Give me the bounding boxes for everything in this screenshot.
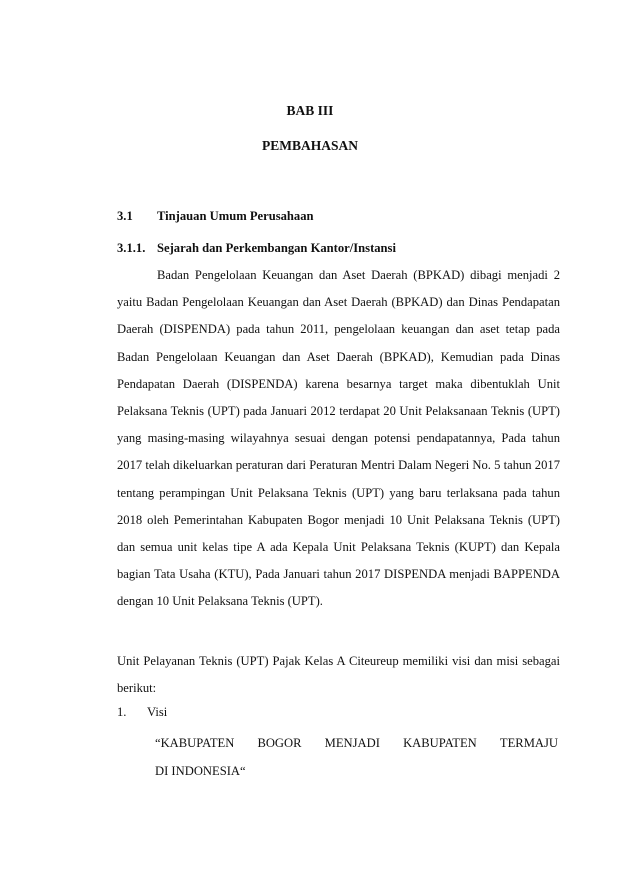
list-item-number: 1. [117, 705, 127, 719]
section-title: Tinjauan Umum Perusahaan [157, 209, 314, 223]
visi-word: MENJADI [324, 736, 380, 750]
list-item [117, 705, 167, 720]
body-paragraph-2: Unit Pelayanan Teknis (UPT) Pajak Kelas A Citeureup memiliki visi dan misi sebagai berikut: [117, 654, 560, 696]
chapter-number: BAB III [286, 103, 334, 118]
subsection-heading [117, 241, 396, 256]
subsection-title: Sejarah dan Perkembangan Kantor/Instansi [157, 241, 396, 255]
visi-word: “KABUPATEN [155, 736, 235, 750]
visi-word: TERMAJU [499, 736, 558, 750]
section-heading [117, 209, 314, 224]
visi-line-2: DI INDONESIA“ [155, 763, 246, 778]
section-number: 3.1 [117, 209, 133, 223]
subsection-number: 3.1.1. [117, 241, 146, 255]
chapter-title: PEMBAHASAN [261, 138, 358, 153]
paragraph-text: Badan Pengelolaan Keuangan dan Aset Daerah (BPKAD) dibagi menjadi 2 yaitu Badan Pengelolaan Keuangan dan Aset Daerah (BPKAD) dan Dinas Pendapatan Daerah (DISPENDA) pada tahun 2011, pengelolaan keuangan dan aset tetap pada Badan Pengelolaan Keuangan dan Aset Daerah (BPKAD), Kemudian pada Dinas Pendapatan Daerah (DISPENDA) karena besarnya target maka dibentuklah Unit Pelaksana Teknis (UPT) pada Januari 2012 terdapat 20 Unit Pelaksanaan Teknis (UPT) yang masing-masing wilayahnya sesuai dengan potensi pendapatannya, Pada tahun 2017 telah dikeluarkan peraturan dari Peraturan Mentri Dalam Negeri No. 5 tahun 2017 tentang perampingan Unit Pelaksana Teknis (UPT) yang baru terlaksana pada tahun 2018 oleh Pemerintahan Kabupaten Bogor menjadi 10 Unit Pelaksana Teknis (UPT) dan semua unit kelas tipe A ada Kepala Unit Pelaksana Teknis (KUPT) dan Kepala bagian Tata Usaha (KTU), Pada Januari tahun 2017 DISPENDA menjadi BAPPENDA dengan 10 Unit Pelaksana Teknis (UPT). [117, 268, 560, 609]
visi-word: KABUPATEN [403, 736, 477, 750]
visi-word: BOGOR [257, 736, 302, 750]
visi-statement [155, 730, 558, 785]
visi-line-1 [155, 730, 558, 758]
body-paragraph [117, 262, 560, 616]
list-item-label: Visi [147, 705, 168, 719]
